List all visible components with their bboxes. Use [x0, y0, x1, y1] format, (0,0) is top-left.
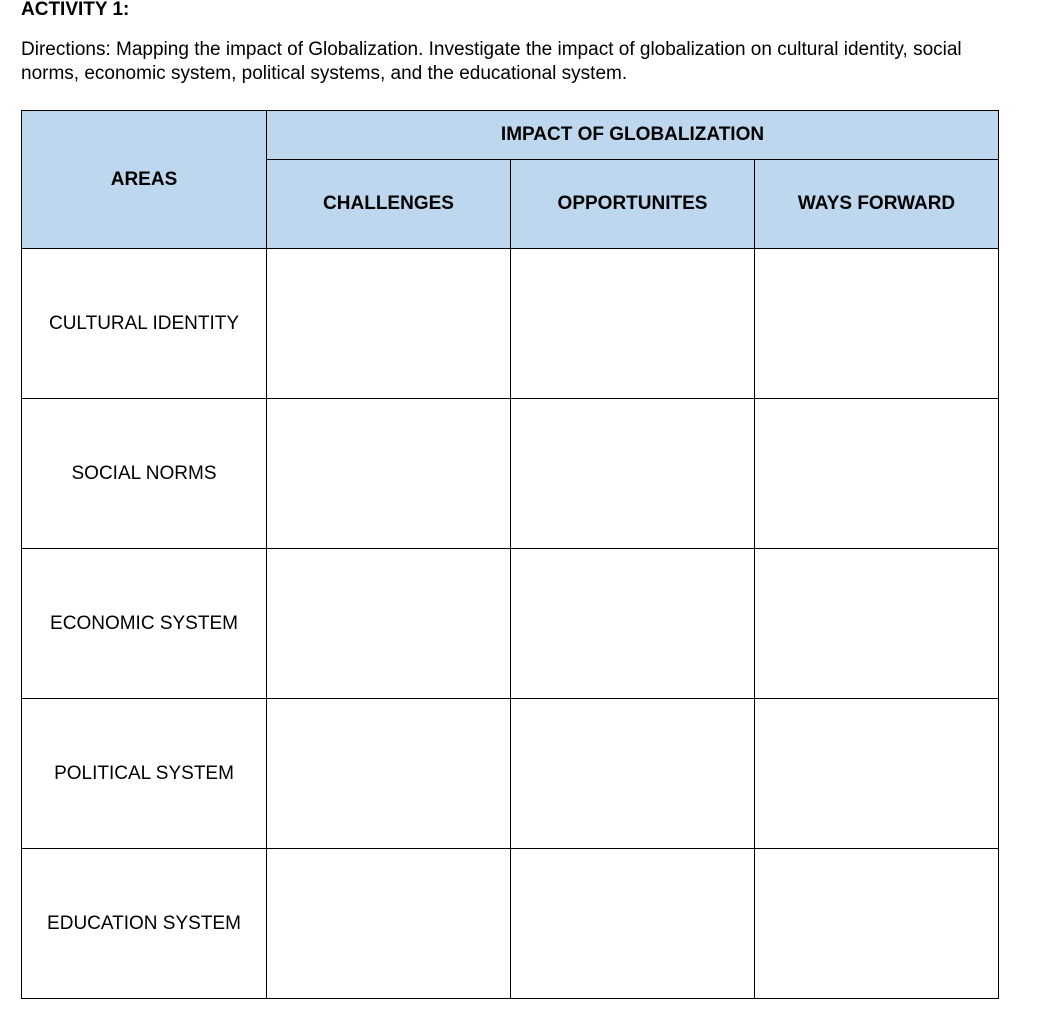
answer-cell-opportunities[interactable]: [511, 849, 755, 999]
column-header-opportunities: OPPORTUNITES: [511, 160, 755, 249]
table-row: [22, 249, 999, 399]
area-label: CULTURAL IDENTITY: [22, 249, 267, 399]
answer-cell-challenges[interactable]: [267, 249, 511, 399]
column-header-ways-forward: WAYS FORWARD: [755, 160, 999, 249]
answer-cell-opportunities[interactable]: [511, 249, 755, 399]
answer-cell-challenges[interactable]: [267, 399, 511, 549]
table-row: [22, 549, 999, 699]
impact-table: [21, 110, 999, 999]
answer-cell-challenges[interactable]: [267, 699, 511, 849]
activity-title: ACTIVITY 1:: [21, 0, 130, 20]
impact-header: IMPACT OF GLOBALIZATION: [267, 111, 999, 160]
directions-text: Directions: Mapping the impact of Globalization. Investigate the impact of globalization on cultural identity, social norms, economic system, political systems, and the educational system.: [21, 39, 962, 84]
area-label: EDUCATION SYSTEM: [22, 849, 267, 999]
answer-cell-challenges[interactable]: [267, 549, 511, 699]
answer-cell-ways-forward[interactable]: [755, 549, 999, 699]
answer-cell-ways-forward[interactable]: [755, 699, 999, 849]
answer-cell-ways-forward[interactable]: [755, 249, 999, 399]
table-row: [22, 849, 999, 999]
areas-header: AREAS: [22, 111, 267, 249]
answer-cell-opportunities[interactable]: [511, 699, 755, 849]
answer-cell-opportunities[interactable]: [511, 399, 755, 549]
answer-cell-opportunities[interactable]: [511, 549, 755, 699]
answer-cell-challenges[interactable]: [267, 849, 511, 999]
area-label: ECONOMIC SYSTEM: [22, 549, 267, 699]
area-label: SOCIAL NORMS: [22, 399, 267, 549]
column-header-challenges: CHALLENGES: [267, 160, 511, 249]
area-label: POLITICAL SYSTEM: [22, 699, 267, 849]
table-row: [22, 699, 999, 849]
answer-cell-ways-forward[interactable]: [755, 849, 999, 999]
answer-cell-ways-forward[interactable]: [755, 399, 999, 549]
table-row: [22, 399, 999, 549]
